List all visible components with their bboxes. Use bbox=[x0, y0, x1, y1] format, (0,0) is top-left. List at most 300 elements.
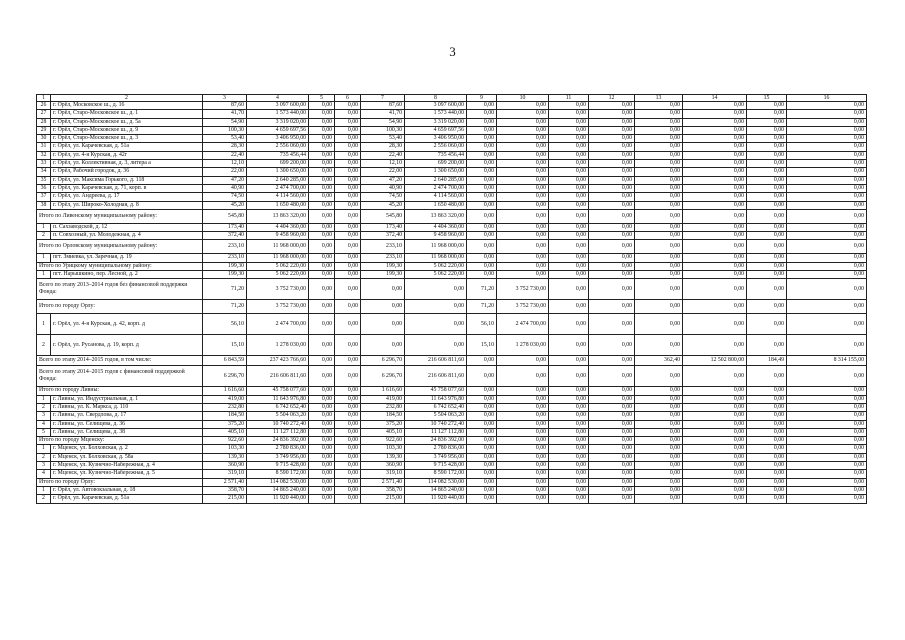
value-cell: 173,40 bbox=[203, 223, 247, 231]
value-cell: 9 458 960,00 bbox=[405, 232, 467, 240]
value-cell: 14 865 240,00 bbox=[405, 486, 467, 494]
subtotal-label: Итого по Ливенскому муниципальному району: bbox=[37, 209, 203, 223]
row-number: 35 bbox=[37, 176, 51, 184]
table-row bbox=[37, 254, 867, 262]
value-cell: 0,00 bbox=[635, 420, 683, 428]
value-cell: 8 590 172,00 bbox=[405, 470, 467, 478]
value-cell: 139,30 bbox=[361, 453, 405, 461]
value-cell: 0,00 bbox=[787, 168, 867, 176]
value-cell: 11 127 112,80 bbox=[405, 428, 467, 436]
value-cell: 0,00 bbox=[589, 176, 635, 184]
value-cell: 3 752 730,00 bbox=[247, 279, 309, 300]
value-cell: 0,00 bbox=[589, 428, 635, 436]
value-cell: 0,00 bbox=[589, 209, 635, 223]
value-cell: 0,00 bbox=[497, 403, 549, 411]
value-cell: 0,00 bbox=[497, 143, 549, 151]
table-row bbox=[37, 102, 867, 110]
value-cell: 0,00 bbox=[635, 254, 683, 262]
value-cell: 0,00 bbox=[635, 279, 683, 300]
table-row bbox=[37, 223, 867, 231]
value-cell: 0,00 bbox=[787, 486, 867, 494]
address-cell: пгт. Нарышкино, пер. Лесной, д. 2 bbox=[51, 271, 203, 279]
value-cell: 0,00 bbox=[747, 366, 787, 387]
value-cell: 545,80 bbox=[361, 209, 405, 223]
table-row bbox=[37, 495, 867, 503]
value-cell: 0,00 bbox=[683, 126, 747, 134]
address-cell: г. Орёл, ул. Карачевская, д. 51а bbox=[51, 143, 203, 151]
value-cell: 4 404 360,00 bbox=[247, 223, 309, 231]
table-row bbox=[37, 168, 867, 176]
address-cell: г. Орёл, ул. Карачевская, д. 71, корп. в bbox=[51, 184, 203, 192]
value-cell: 0,00 bbox=[497, 445, 549, 453]
value-cell: 0,00 bbox=[787, 232, 867, 240]
value-cell: 0,00 bbox=[635, 335, 683, 356]
value-cell: 0,00 bbox=[335, 118, 361, 126]
value-cell: 0,00 bbox=[335, 176, 361, 184]
value-cell: 3 749 956,00 bbox=[247, 453, 309, 461]
address-cell: г. Ливны, ул. Свердлова, д. 17 bbox=[51, 412, 203, 420]
value-cell: 45,20 bbox=[203, 201, 247, 209]
value-cell: 11 643 976,80 bbox=[247, 395, 309, 403]
address-cell: г. Ливны, ул. Селищева, д. 38 bbox=[51, 428, 203, 436]
value-cell: 0,00 bbox=[635, 184, 683, 192]
value-cell: 4 114 560,00 bbox=[247, 193, 309, 201]
value-cell: 0,00 bbox=[589, 232, 635, 240]
value-cell: 0,00 bbox=[635, 110, 683, 118]
value-cell: 0,00 bbox=[747, 176, 787, 184]
value-cell: 0,00 bbox=[747, 428, 787, 436]
value-cell: 0,00 bbox=[335, 453, 361, 461]
value-cell: 0,00 bbox=[589, 300, 635, 314]
value-cell: 114 082 530,00 bbox=[405, 478, 467, 486]
value-cell: 0,00 bbox=[549, 232, 589, 240]
value-cell: 0,00 bbox=[335, 223, 361, 231]
address-cell: г. Орёл, ул. Максима Горького, д. 118 bbox=[51, 176, 203, 184]
value-cell: 0,00 bbox=[335, 126, 361, 134]
value-cell: 4 114 560,00 bbox=[405, 193, 467, 201]
value-cell: 24 836 392,00 bbox=[405, 437, 467, 445]
subtotal-row bbox=[37, 240, 867, 254]
column-number: 5 bbox=[309, 95, 335, 102]
row-number: 26 bbox=[37, 102, 51, 110]
column-number: 16 bbox=[787, 95, 867, 102]
value-cell: 0,00 bbox=[787, 403, 867, 411]
value-cell: 0,00 bbox=[497, 486, 549, 494]
value-cell: 0,00 bbox=[747, 453, 787, 461]
value-cell: 0,00 bbox=[683, 437, 747, 445]
table-row bbox=[37, 335, 867, 356]
value-cell: 0,00 bbox=[405, 279, 467, 300]
value-cell: 2 556 060,00 bbox=[247, 143, 309, 151]
value-cell: 0,00 bbox=[309, 420, 335, 428]
value-cell: 13 863 320,00 bbox=[405, 209, 467, 223]
value-cell: 0,00 bbox=[309, 126, 335, 134]
value-cell: 0,00 bbox=[467, 366, 497, 387]
value-cell: 74,50 bbox=[361, 193, 405, 201]
value-cell: 699 200,00 bbox=[405, 160, 467, 168]
row-number: 4 bbox=[37, 470, 51, 478]
value-cell: 0,00 bbox=[787, 193, 867, 201]
value-cell: 419,00 bbox=[203, 395, 247, 403]
address-cell: г. Орёл, ул. 4-я Курская, д. 42, корп. д bbox=[51, 314, 203, 335]
address-cell: г. Орёл, ул. Широко-Холодная, д. 8 bbox=[51, 201, 203, 209]
value-cell: 0,00 bbox=[497, 254, 549, 262]
value-cell: 0,00 bbox=[747, 478, 787, 486]
value-cell: 0,00 bbox=[747, 462, 787, 470]
value-cell: 0,00 bbox=[549, 143, 589, 151]
value-cell: 0,00 bbox=[683, 387, 747, 395]
table-row bbox=[37, 453, 867, 461]
value-cell: 0,00 bbox=[747, 300, 787, 314]
value-cell: 0,00 bbox=[405, 314, 467, 335]
value-cell: 0,00 bbox=[747, 168, 787, 176]
value-cell: 12,10 bbox=[203, 160, 247, 168]
value-cell: 3 406 950,00 bbox=[247, 135, 309, 143]
value-cell: 0,00 bbox=[549, 335, 589, 356]
value-cell: 199,30 bbox=[361, 271, 405, 279]
value-cell: 0,00 bbox=[747, 335, 787, 356]
subtotal-label: Итого по городу Орлу: bbox=[37, 478, 203, 486]
value-cell: 0,00 bbox=[635, 135, 683, 143]
value-cell: 0,00 bbox=[683, 486, 747, 494]
value-cell: 0,00 bbox=[747, 271, 787, 279]
value-cell: 11 968 000,00 bbox=[247, 254, 309, 262]
value-cell: 100,30 bbox=[203, 126, 247, 134]
subtotal-label: Итого по городу Орлу: bbox=[37, 300, 203, 314]
column-number: 13 bbox=[635, 95, 683, 102]
value-cell: 0,00 bbox=[549, 279, 589, 300]
value-cell: 0,00 bbox=[747, 135, 787, 143]
value-cell: 173,40 bbox=[361, 223, 405, 231]
value-cell: 1 616,60 bbox=[361, 387, 405, 395]
address-cell: г. Орёл, ул. Автовокзальная, д. 18 bbox=[51, 486, 203, 494]
value-cell: 0,00 bbox=[309, 462, 335, 470]
value-cell: 45,20 bbox=[361, 201, 405, 209]
value-cell: 0,00 bbox=[309, 335, 335, 356]
value-cell: 0,00 bbox=[497, 262, 549, 270]
value-cell: 0,00 bbox=[683, 395, 747, 403]
value-cell: 735 456,44 bbox=[405, 151, 467, 159]
value-cell: 6 742 652,40 bbox=[247, 403, 309, 411]
value-cell: 15,10 bbox=[203, 335, 247, 356]
value-cell: 0,00 bbox=[683, 462, 747, 470]
table-row bbox=[37, 126, 867, 134]
address-cell: г. Мценск, ул. Болховская, д. 2 bbox=[51, 445, 203, 453]
value-cell: 0,00 bbox=[787, 437, 867, 445]
value-cell: 0,00 bbox=[635, 193, 683, 201]
value-cell: 0,00 bbox=[309, 118, 335, 126]
value-cell: 0,00 bbox=[787, 335, 867, 356]
value-cell: 0,00 bbox=[467, 126, 497, 134]
value-cell: 0,00 bbox=[635, 495, 683, 503]
value-cell: 0,00 bbox=[635, 478, 683, 486]
row-number: 2 bbox=[37, 403, 51, 411]
value-cell: 4 659 697,56 bbox=[405, 126, 467, 134]
value-cell: 71,20 bbox=[203, 300, 247, 314]
value-cell: 0,00 bbox=[589, 486, 635, 494]
value-cell: 0,00 bbox=[683, 453, 747, 461]
value-cell: 0,00 bbox=[747, 495, 787, 503]
value-cell: 2 780 836,00 bbox=[247, 445, 309, 453]
value-cell: 0,00 bbox=[497, 240, 549, 254]
value-cell: 319,10 bbox=[203, 470, 247, 478]
value-cell: 2 474 700,00 bbox=[247, 184, 309, 192]
value-cell: 0,00 bbox=[787, 135, 867, 143]
value-cell: 0,00 bbox=[467, 478, 497, 486]
value-cell: 0,00 bbox=[747, 240, 787, 254]
column-number: 3 bbox=[203, 95, 247, 102]
value-cell: 3 097 600,00 bbox=[405, 102, 467, 110]
value-cell: 0,00 bbox=[405, 300, 467, 314]
value-cell: 0,00 bbox=[467, 193, 497, 201]
value-cell: 0,00 bbox=[787, 387, 867, 395]
value-cell: 0,00 bbox=[335, 254, 361, 262]
value-cell: 0,00 bbox=[683, 335, 747, 356]
value-cell: 0,00 bbox=[309, 478, 335, 486]
row-number: 2 bbox=[37, 453, 51, 461]
value-cell: 0,00 bbox=[497, 102, 549, 110]
value-cell: 0,00 bbox=[335, 335, 361, 356]
value-cell: 0,00 bbox=[335, 395, 361, 403]
value-cell: 0,00 bbox=[335, 271, 361, 279]
value-cell: 11 920 440,00 bbox=[405, 495, 467, 503]
value-cell: 11 968 000,00 bbox=[405, 240, 467, 254]
value-cell: 0,00 bbox=[497, 118, 549, 126]
value-cell: 0,00 bbox=[787, 184, 867, 192]
value-cell: 0,00 bbox=[635, 387, 683, 395]
value-cell: 41,70 bbox=[203, 110, 247, 118]
row-number: 32 bbox=[37, 151, 51, 159]
value-cell: 0,00 bbox=[361, 300, 405, 314]
value-cell: 0,00 bbox=[467, 395, 497, 403]
value-cell: 0,00 bbox=[683, 102, 747, 110]
value-cell: 0,00 bbox=[589, 168, 635, 176]
value-cell: 0,00 bbox=[497, 412, 549, 420]
value-cell: 53,40 bbox=[361, 135, 405, 143]
value-cell: 0,00 bbox=[549, 102, 589, 110]
value-cell: 103,30 bbox=[203, 445, 247, 453]
value-cell: 0,00 bbox=[787, 126, 867, 134]
value-cell: 14 865 240,00 bbox=[247, 486, 309, 494]
table-row bbox=[37, 118, 867, 126]
value-cell: 0,00 bbox=[467, 271, 497, 279]
column-number: 1 bbox=[37, 95, 51, 102]
value-cell: 0,00 bbox=[747, 403, 787, 411]
address-cell: г. Мценск, ул. Кузнечно-Набережная, д. 5 bbox=[51, 470, 203, 478]
value-cell: 0,00 bbox=[467, 160, 497, 168]
value-cell: 3 752 730,00 bbox=[497, 279, 549, 300]
value-cell: 0,00 bbox=[589, 126, 635, 134]
value-cell: 0,00 bbox=[309, 395, 335, 403]
value-cell: 4 404 360,00 bbox=[405, 223, 467, 231]
value-cell: 0,00 bbox=[497, 184, 549, 192]
value-cell: 358,70 bbox=[203, 486, 247, 494]
value-cell: 0,00 bbox=[787, 462, 867, 470]
column-number: 9 bbox=[467, 95, 497, 102]
value-cell: 0,00 bbox=[747, 445, 787, 453]
address-cell: г. Ливны, ул. К. Маркса, д. 110 bbox=[51, 403, 203, 411]
value-cell: 0,00 bbox=[467, 143, 497, 151]
value-cell: 0,00 bbox=[683, 300, 747, 314]
value-cell: 0,00 bbox=[787, 254, 867, 262]
value-cell: 0,00 bbox=[589, 453, 635, 461]
value-cell: 0,00 bbox=[467, 151, 497, 159]
value-cell: 0,00 bbox=[549, 201, 589, 209]
value-cell: 0,00 bbox=[497, 366, 549, 387]
value-cell: 0,00 bbox=[635, 453, 683, 461]
address-cell: г. Орёл, Старо-Московское ш., д. 9 bbox=[51, 126, 203, 134]
value-cell: 5 062 220,00 bbox=[405, 271, 467, 279]
value-cell: 0,00 bbox=[335, 478, 361, 486]
row-number: 3 bbox=[37, 412, 51, 420]
subtotal-row bbox=[37, 262, 867, 270]
value-cell: 0,00 bbox=[309, 412, 335, 420]
value-cell: 28,30 bbox=[203, 143, 247, 151]
value-cell: 0,00 bbox=[635, 151, 683, 159]
value-cell: 362,40 bbox=[635, 356, 683, 366]
table-row bbox=[37, 201, 867, 209]
value-cell: 0,00 bbox=[589, 102, 635, 110]
value-cell: 0,00 bbox=[683, 184, 747, 192]
value-cell: 0,00 bbox=[635, 470, 683, 478]
table-row bbox=[37, 462, 867, 470]
value-cell: 0,00 bbox=[309, 102, 335, 110]
value-cell: 0,00 bbox=[549, 193, 589, 201]
value-cell: 0,00 bbox=[589, 118, 635, 126]
value-cell: 0,00 bbox=[549, 151, 589, 159]
address-cell: г. Ливны, ул. Индустриальная, д. 1 bbox=[51, 395, 203, 403]
value-cell: 0,00 bbox=[589, 495, 635, 503]
subtotal-row bbox=[37, 366, 867, 387]
value-cell: 0,00 bbox=[635, 168, 683, 176]
value-cell: 0,00 bbox=[589, 462, 635, 470]
value-cell: 0,00 bbox=[747, 254, 787, 262]
value-cell: 0,00 bbox=[589, 279, 635, 300]
value-cell: 0,00 bbox=[361, 335, 405, 356]
address-cell: г. Орёл, ул. Коллективная, д. 3, литера а bbox=[51, 160, 203, 168]
value-cell: 0,00 bbox=[467, 232, 497, 240]
value-cell: 0,00 bbox=[497, 168, 549, 176]
address-cell: г. Мценск, ул. Болховская, д. 58а bbox=[51, 453, 203, 461]
value-cell: 0,00 bbox=[497, 387, 549, 395]
row-number: 31 bbox=[37, 143, 51, 151]
value-cell: 0,00 bbox=[747, 193, 787, 201]
value-cell: 0,00 bbox=[467, 254, 497, 262]
value-cell: 0,00 bbox=[467, 201, 497, 209]
value-cell: 40,90 bbox=[361, 184, 405, 192]
value-cell: 3 097 600,00 bbox=[247, 102, 309, 110]
value-cell: 114 082 530,00 bbox=[247, 478, 309, 486]
value-cell: 3 752 730,00 bbox=[497, 300, 549, 314]
value-cell: 0,00 bbox=[549, 118, 589, 126]
row-number: 34 bbox=[37, 168, 51, 176]
value-cell: 0,00 bbox=[787, 160, 867, 168]
table-row bbox=[37, 420, 867, 428]
row-number: 2 bbox=[37, 232, 51, 240]
value-cell: 0,00 bbox=[683, 445, 747, 453]
value-cell: 6 296,70 bbox=[361, 356, 405, 366]
value-cell: 0,00 bbox=[549, 420, 589, 428]
value-cell: 87,60 bbox=[361, 102, 405, 110]
subtotal-label: Итого по Орловскому муниципальному району: bbox=[37, 240, 203, 254]
row-number: 1 bbox=[37, 486, 51, 494]
value-cell: 0,00 bbox=[635, 445, 683, 453]
value-cell: 71,20 bbox=[467, 300, 497, 314]
value-cell: 0,00 bbox=[549, 403, 589, 411]
value-cell: 1 278 030,00 bbox=[497, 335, 549, 356]
value-cell: 0,00 bbox=[467, 102, 497, 110]
subtotal-label: Всего по этапу 2014–2015 годов, в том числе: bbox=[37, 356, 203, 366]
value-cell: 0,00 bbox=[467, 387, 497, 395]
value-cell: 0,00 bbox=[589, 110, 635, 118]
value-cell: 6 742 652,40 bbox=[405, 403, 467, 411]
address-cell: г. Орёл, ул. Андреева, д. 17 bbox=[51, 193, 203, 201]
table-row bbox=[37, 176, 867, 184]
row-number: 37 bbox=[37, 193, 51, 201]
value-cell: 0,00 bbox=[635, 428, 683, 436]
value-cell: 0,00 bbox=[787, 201, 867, 209]
value-cell: 100,30 bbox=[361, 126, 405, 134]
page-number: 3 bbox=[449, 44, 456, 59]
table-row bbox=[37, 184, 867, 192]
value-cell: 233,10 bbox=[361, 254, 405, 262]
row-number: 1 bbox=[37, 445, 51, 453]
value-cell: 0,00 bbox=[335, 428, 361, 436]
table-row bbox=[37, 271, 867, 279]
value-cell: 216 606 811,60 bbox=[247, 366, 309, 387]
value-cell: 0,00 bbox=[549, 428, 589, 436]
value-cell: 3 406 950,00 bbox=[405, 135, 467, 143]
table-row bbox=[37, 193, 867, 201]
value-cell: 0,00 bbox=[335, 462, 361, 470]
value-cell: 372,40 bbox=[361, 232, 405, 240]
value-cell: 0,00 bbox=[467, 262, 497, 270]
value-cell: 0,00 bbox=[787, 495, 867, 503]
value-cell: 0,00 bbox=[309, 271, 335, 279]
value-cell: 0,00 bbox=[467, 486, 497, 494]
value-cell: 0,00 bbox=[497, 193, 549, 201]
value-cell: 0,00 bbox=[497, 462, 549, 470]
value-cell: 0,00 bbox=[747, 209, 787, 223]
value-cell: 232,80 bbox=[361, 403, 405, 411]
value-cell: 0,00 bbox=[335, 143, 361, 151]
address-cell: г. Ливны, ул. Селищева, д. 36 bbox=[51, 420, 203, 428]
value-cell: 0,00 bbox=[635, 232, 683, 240]
value-cell: 0,00 bbox=[635, 271, 683, 279]
value-cell: 0,00 bbox=[787, 428, 867, 436]
value-cell: 0,00 bbox=[549, 445, 589, 453]
value-cell: 0,00 bbox=[309, 445, 335, 453]
table-row bbox=[37, 395, 867, 403]
row-number: 2 bbox=[37, 495, 51, 503]
value-cell: 11 127 112,80 bbox=[247, 428, 309, 436]
table-row bbox=[37, 232, 867, 240]
value-cell: 0,00 bbox=[549, 412, 589, 420]
value-cell: 0,00 bbox=[309, 486, 335, 494]
value-cell: 0,00 bbox=[747, 387, 787, 395]
value-cell: 0,00 bbox=[787, 110, 867, 118]
value-cell: 0,00 bbox=[497, 470, 549, 478]
value-cell: 0,00 bbox=[497, 135, 549, 143]
value-cell: 0,00 bbox=[309, 209, 335, 223]
value-cell: 216 606 811,60 bbox=[405, 366, 467, 387]
value-cell: 1 573 440,00 bbox=[247, 110, 309, 118]
value-cell: 0,00 bbox=[589, 135, 635, 143]
value-cell: 0,00 bbox=[787, 209, 867, 223]
value-cell: 5 504 063,20 bbox=[247, 412, 309, 420]
value-cell: 0,00 bbox=[467, 209, 497, 223]
value-cell: 5 062 220,00 bbox=[405, 262, 467, 270]
